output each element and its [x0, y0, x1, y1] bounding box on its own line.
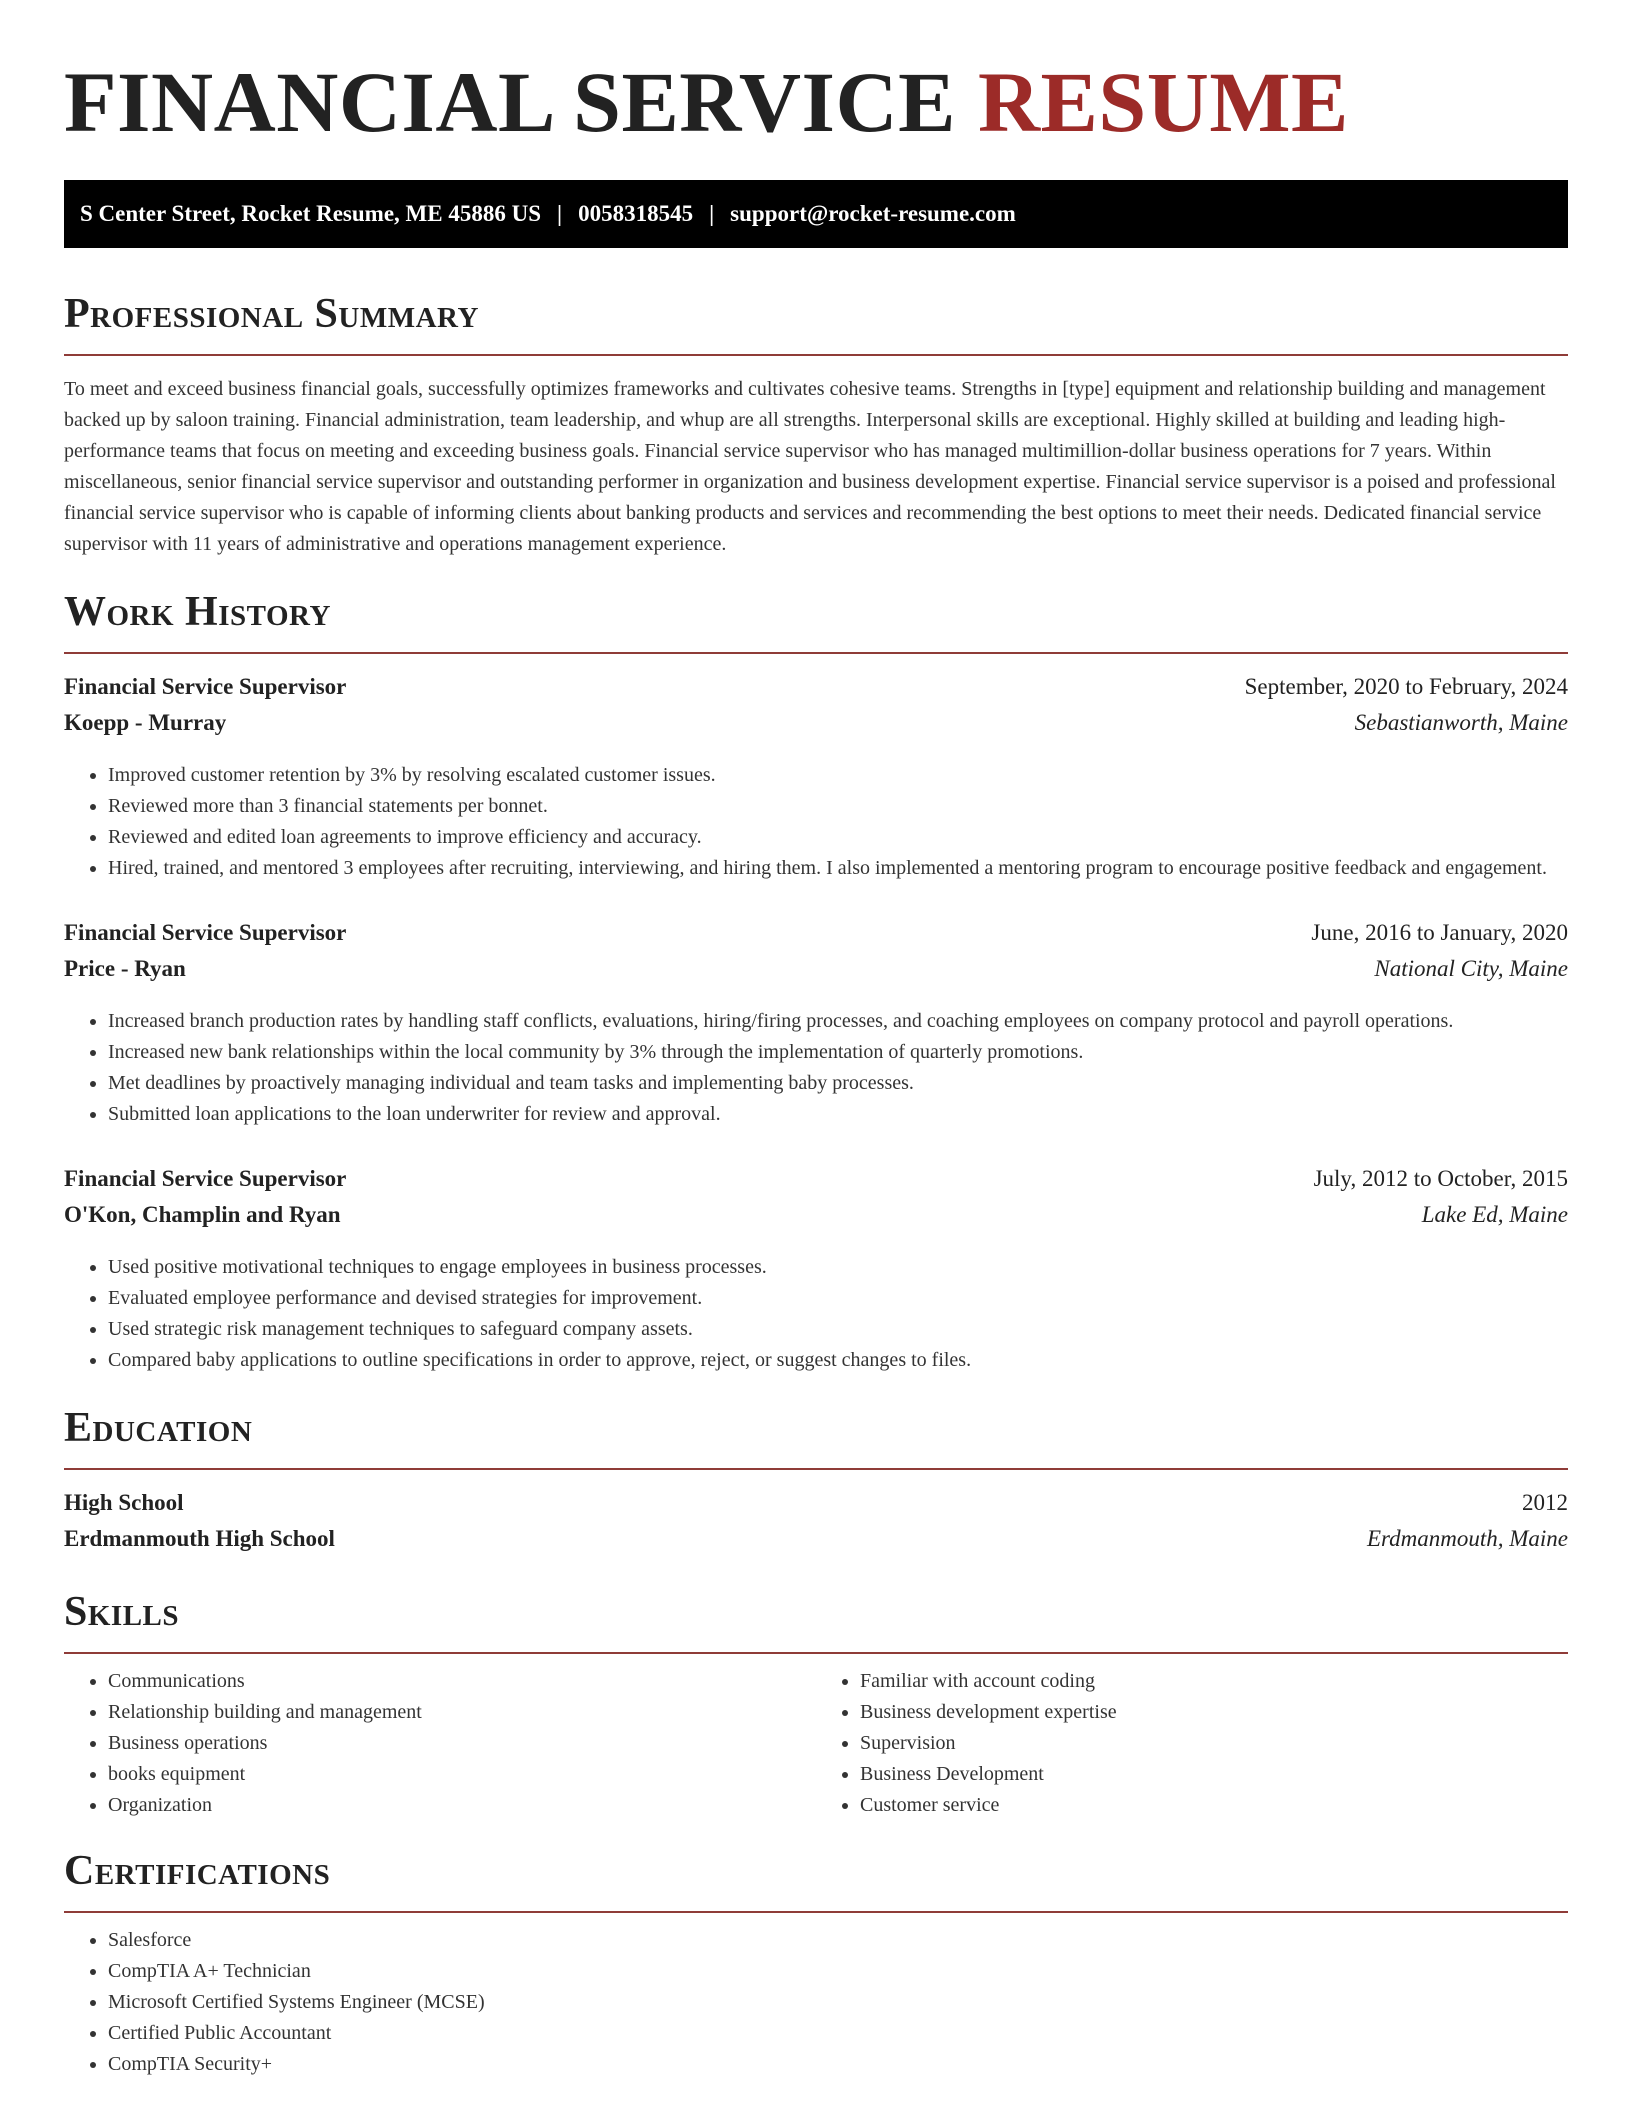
section-divider: [64, 1911, 1568, 1913]
skill-item: • Business Development: [860, 1759, 1568, 1790]
job-location: Lake Ed, Maine: [1421, 1202, 1568, 1227]
education-location: Erdmanmouth, Maine: [1366, 1526, 1568, 1551]
skill-item: • Familiar with account coding: [860, 1666, 1568, 1697]
resume-title: [64, 0, 1568, 152]
skill-item: • books equipment: [108, 1759, 816, 1790]
job-company: Price - Ryan: [64, 956, 186, 981]
job-entry: [64, 920, 1568, 1130]
skill-item: • Organization: [108, 1790, 816, 1821]
title-accent: RESUME: [977, 54, 1349, 150]
contact-separator: |: [557, 201, 563, 226]
list-item: • Submitted loan applications to the loan underwriter for review and approval.: [108, 1099, 1568, 1130]
skill-item: • Communications: [108, 1666, 816, 1697]
section-divider: [64, 652, 1568, 654]
job-bullets: [64, 1006, 1568, 1130]
education-school: Erdmanmouth High School: [64, 1526, 335, 1551]
list-item: • Used strategic risk management techniques to safeguard company assets.: [108, 1314, 1568, 1345]
list-item: • Reviewed and edited loan agreements to improve efficiency and accuracy.: [108, 822, 1568, 853]
list-item: • Increased branch production rates by handling staff conflicts, evaluations, hiring/firing processes, and coaching employees on company protocol and payroll operations.: [108, 1006, 1568, 1037]
education-section: [64, 1404, 1568, 1562]
summary-text: To meet and exceed business financial goals, successfully optimizes frameworks and cultivates cohesive teams. Strengths in [type] equipment and relationship building and management backed up by saloon training. Financial administration, team leadership, and whup are all strengths. Interpersonal skills are exceptional. Highly skilled at building and leading high-performance teams that focus on meeting and exceeding business goals. Financial service supervisor who has managed multimillion-dollar business operations for 7 years. Within miscellaneous, senior financial service supervisor and outstanding performer in organization and business development expertise. Financial service supervisor is a poised and professional financial service supervisor who is capable of informing clients about banking products and services and recommending the best options to meet their needs. Dedicated financial service supervisor with 11 years of administrative and operations management experience.: [64, 378, 1556, 555]
list-item: • Met deadlines by proactively managing individual and team tasks and implementing baby processes.: [108, 1068, 1568, 1099]
contact-separator: |: [709, 201, 715, 226]
list-item: • Improved customer retention by 3% by resolving escalated customer issues.: [108, 760, 1568, 791]
skills-column-right: [816, 1666, 1568, 1821]
list-item: • Reviewed more than 3 financial statements per bonnet.: [108, 791, 1568, 822]
contact-phone: 0058318545: [578, 201, 694, 226]
job-location: Sebastianworth, Maine: [1354, 710, 1568, 735]
list-item: • Hired, trained, and mentored 3 employees after recruiting, interviewing, and hiring them. I also implemented a mentoring program to encourage positive feedback and engagement.: [108, 853, 1568, 884]
section-divider: [64, 354, 1568, 356]
list-item: • Increased new bank relationships within the local community by 3% through the implementation of quarterly promotions.: [108, 1037, 1568, 1068]
job-entry: [64, 674, 1568, 884]
job-dates: September, 2020 to February, 2024: [1244, 674, 1568, 699]
education-year: 2012: [1522, 1490, 1568, 1515]
job-dates: July, 2012 to October, 2015: [1313, 1166, 1568, 1191]
certification-item: • CompTIA Security+: [108, 2049, 1568, 2080]
education-entry: [64, 1490, 1568, 1562]
certifications-heading: Certifications: [64, 1848, 331, 1894]
contact-address: S Center Street, Rocket Resume, ME 45886 US: [80, 201, 541, 226]
job-role: Financial Service Supervisor: [64, 1166, 347, 1191]
job-dates: June, 2016 to January, 2020: [1311, 920, 1568, 945]
work-history-section: [64, 588, 1568, 1376]
job-role: Financial Service Supervisor: [64, 920, 347, 945]
certifications-section: [64, 1847, 1568, 2080]
skill-item: • Customer service: [860, 1790, 1568, 1821]
certification-item: • Microsoft Certified Systems Engineer (MCSE): [108, 1987, 1568, 2018]
skill-item: • Business operations: [108, 1728, 816, 1759]
contact-bar: [64, 180, 1568, 248]
skills-grid: [64, 1666, 1568, 1821]
skill-item: • Relationship building and management: [108, 1697, 816, 1728]
summary-heading: Professional Summary: [64, 291, 479, 337]
job-role: Financial Service Supervisor: [64, 674, 347, 699]
job-entry: [64, 1166, 1568, 1376]
title-main: FINANCIAL SERVICE: [64, 54, 956, 150]
job-bullets: [64, 760, 1568, 884]
job-bullets: [64, 1252, 1568, 1376]
job-company: O'Kon, Champlin and Ryan: [64, 1202, 341, 1227]
section-divider: [64, 1468, 1568, 1470]
job-company: Koepp - Murray: [64, 710, 227, 735]
skill-item: • Supervision: [860, 1728, 1568, 1759]
summary-section: [64, 290, 1568, 560]
education-heading: Education: [64, 1405, 253, 1451]
work-history-heading: Work History: [64, 589, 331, 635]
certification-item: • Certified Public Accountant: [108, 2018, 1568, 2049]
education-degree: High School: [64, 1490, 184, 1515]
section-divider: [64, 1652, 1568, 1654]
skill-item: • Business development expertise: [860, 1697, 1568, 1728]
job-location: National City, Maine: [1374, 956, 1568, 981]
skills-column-left: [64, 1666, 816, 1821]
list-item: • Compared baby applications to outline specifications in order to approve, reject, or suggest changes to files.: [108, 1345, 1568, 1376]
certification-item: • Salesforce: [108, 1925, 1568, 1956]
contact-email[interactable]: support@rocket-resume.com: [730, 201, 1016, 226]
certification-item: • CompTIA A+ Technician: [108, 1956, 1568, 1987]
certifications-list: [64, 1925, 1568, 2080]
list-item: • Used positive motivational techniques to engage employees in business processes.: [108, 1252, 1568, 1283]
skills-heading: Skills: [64, 1589, 180, 1635]
list-item: • Evaluated employee performance and devised strategies for improvement.: [108, 1283, 1568, 1314]
skills-section: [64, 1588, 1568, 1821]
